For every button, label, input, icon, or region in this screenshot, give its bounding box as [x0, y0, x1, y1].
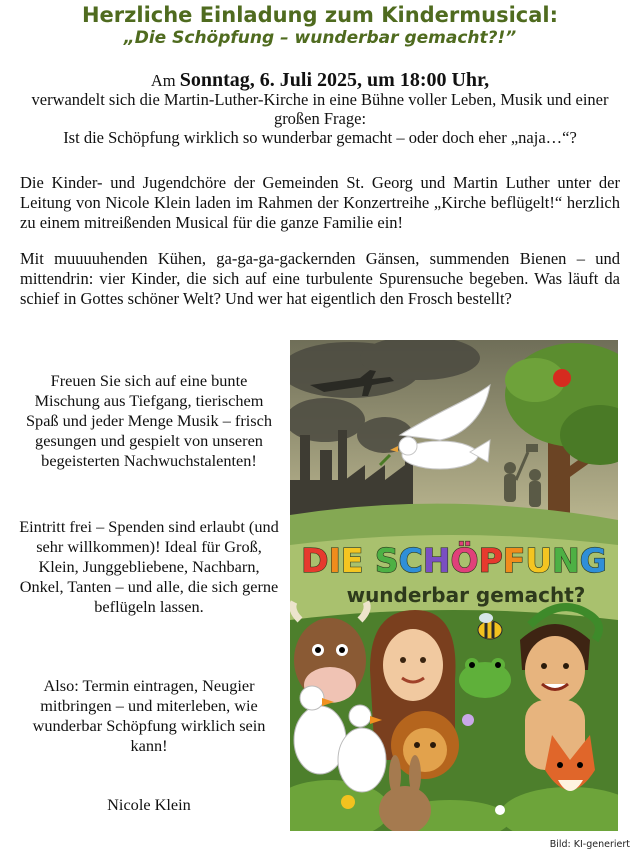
poster-title-letter: G	[579, 541, 607, 580]
page-subtitle: „Die Schöpfung – wunderbar gemacht?!”	[123, 28, 517, 48]
apple-icon	[553, 369, 571, 387]
poster-title-letter: C	[398, 541, 423, 580]
poster-title-letter: N	[552, 541, 580, 580]
signature: Nicole Klein	[107, 795, 191, 814]
poster-title-letter: U	[525, 541, 553, 580]
poster-title-letter: E	[340, 541, 364, 580]
poster-title-letter: H	[422, 541, 451, 580]
intro-line-3: Ist die Schöpfung wirklich so wunderbar gemacht – oder doch eher „naja…“?	[63, 128, 577, 147]
intro-block	[20, 71, 620, 147]
poster-title-letter: S	[374, 541, 399, 580]
lion-illustration	[391, 711, 459, 779]
poster-title-letter: D	[301, 541, 329, 580]
animals-paragraph: Mit muuuuhenden Kühen, ga-ga-ga-gackernden Gänsen, summenden Bienen – und mittendrin: vier Kinder, die sich auf eine turbulente Spurensuche begeben. Was läuft da schief in Gottes schöner Welt? Und wer hat eigentlich den Frosch bestellt?	[20, 249, 620, 308]
svg-text:DIE SCHÖPFUNG	[301, 540, 607, 580]
choirs-paragraph: Die Kinder- und Jugendchöre der Gemeinden St. Georg und Martin Luther unter der Leitung von Nicole Klein laden im Rahmen der Konzertreihe „Kirche beflügelt!“ herzlich zu einem mitreißenden Musical für die ganze Familie ein!	[20, 173, 620, 232]
poster-title-letter: Ö	[450, 541, 479, 580]
poster-title-letter: P	[478, 541, 503, 580]
poster-subtitle: wunderbar gemacht?	[346, 583, 586, 607]
intro-lead: Am	[150, 71, 180, 90]
frog-icon	[459, 658, 511, 698]
poster-title-letter: I	[328, 541, 341, 580]
intro-line-2: verwandelt sich die Martin-Luther-Kirche in eine Bühne voller Leben, Musik und einer großen Frage:	[31, 90, 609, 128]
poster-title-letter: F	[502, 541, 526, 580]
image-credit: Bild: KI-generiert	[549, 839, 630, 850]
poster-image	[290, 340, 618, 831]
page-title: Herzliche Einladung zum Kindermusical:	[81, 3, 559, 27]
event-date-time: Sonntag, 6. Juli 2025, um 18:00 Uhr,	[179, 69, 490, 91]
invite-paragraph: Freuen Sie sich auf eine bunte Mischung aus Tiefgang, tierischem Spaß und jeder Menge Musik – frisch gesungen und gespielt von unseren begeisterten Nachwuchstalenten!	[26, 371, 272, 470]
poster-title	[301, 540, 607, 580]
closing-paragraph: Also: Termin eintragen, Neugier mitbringen – und miterleben, wie wunderbar Schöpfung wirklich sein kann!	[32, 676, 266, 755]
poster-title-letter	[363, 541, 375, 580]
admission-paragraph: Eintritt frei – Spenden sind erlaubt (und sehr willkommen)! Ideal für Groß, Klein, Junggebliebene, Nachbarn, Onkel, Tanten – und alle, die sich gerne beflügeln lassen.	[19, 517, 279, 616]
